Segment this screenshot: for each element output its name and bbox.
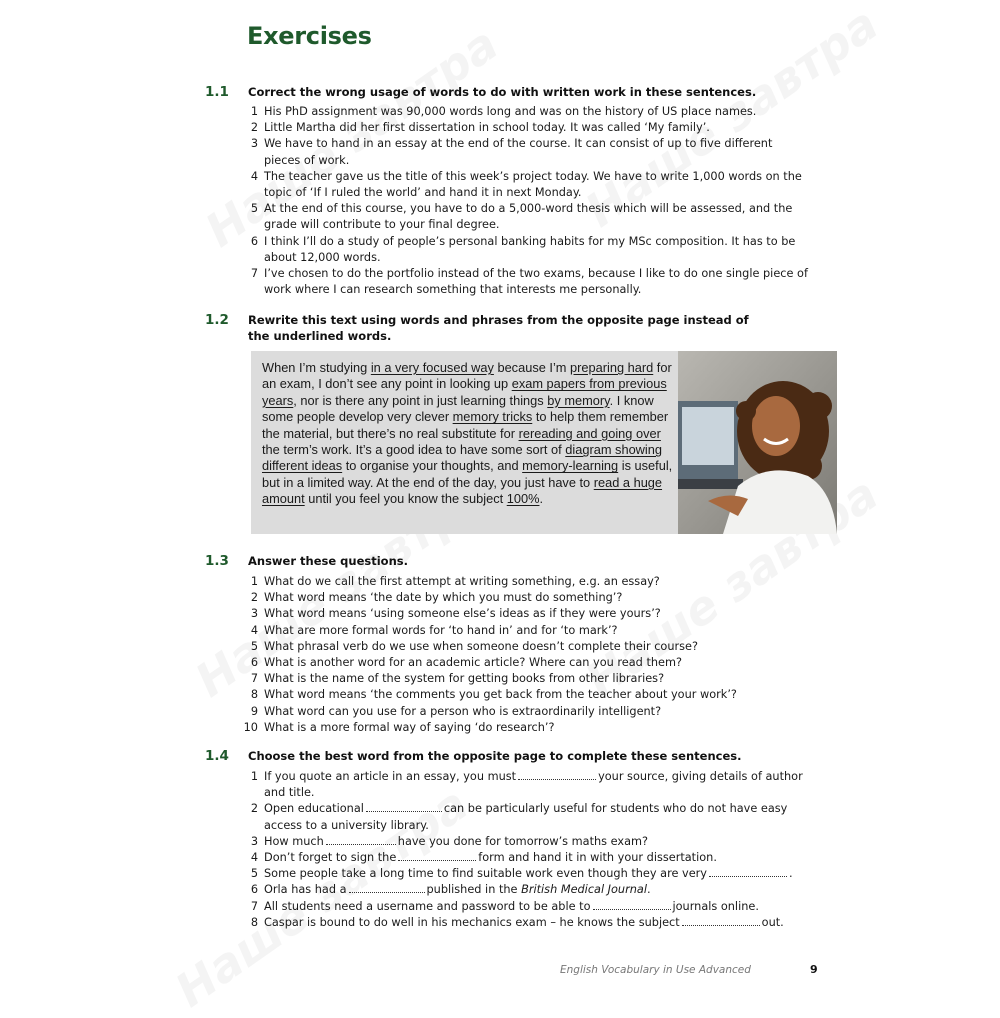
list-item [240,169,810,201]
student-photo-image [678,351,837,534]
item-text: What do we call the first attempt at writing something, e.g. an essay? [264,575,660,588]
exercise-number: 1.1 [205,84,229,100]
item-text: His PhD assignment was 90,000 words long and was on the history of US place names. [264,105,757,118]
underlined-phrase: by memory [547,392,610,408]
list-item [240,104,810,120]
exercise-number: 1.2 [205,312,229,328]
text-passage-box [251,351,837,534]
list-item [240,266,810,298]
passage-text: to help them remember the material, but there’s no real substitute for [262,409,669,441]
item-text-before: All students need a username and password to be able to [264,899,591,913]
underlined-phrase: diagram showing different ideas [262,442,663,474]
list-item [240,639,810,655]
list-item [240,136,810,168]
item-text-before: Don’t forget to sign the [264,851,397,865]
item-number: 1 [250,770,258,783]
passage-text: the term’s work. It’s a good idea to have some sort of [262,442,566,458]
list-item [240,801,810,833]
item-text: What is the name of the system for getting books from other libraries? [264,672,665,686]
item-text-end: . [646,883,651,897]
underlined-phrase: memory tricks [452,409,533,425]
answer-blank [326,835,396,845]
exercise-heading: Correct the wrong usage of words to do with written work in these sentences. [248,85,757,99]
list-item [240,606,810,622]
item-number: 5 [250,639,258,653]
answer-blank [682,916,760,926]
item-text-after: your source, giving details of author and title. [264,770,803,800]
item-text: What phrasal verb do we use when someone doesn’t complete their course? [264,639,698,653]
footer-book-title: English Vocabulary in Use Advanced [560,964,751,976]
list-item [240,899,810,915]
item-text-after: have you done for tomorrow’s maths exam? [397,834,649,848]
item-number: 7 [250,267,258,281]
item-text-before: Open educational [264,802,364,816]
item-text: What word means ‘the comments you get back from the teacher about your work’? [264,688,737,702]
item-text-before: Caspar is bound to do well in his mechanics exam – he knows the subject [264,915,680,929]
exercise-1-4-list [240,769,810,931]
list-item [240,574,810,590]
journal-title: British Medical Journal [521,883,647,897]
list-item [240,850,810,866]
student-photo [678,351,837,534]
item-number: 6 [250,656,258,670]
page-number: 9 [810,963,818,976]
item-number: 2 [250,591,258,605]
passage-text: for an exam, I don’t see any point in looking up [262,360,672,392]
item-text: What is a more formal way of saying ‘do research’? [264,720,555,734]
item-number: 9 [250,704,258,718]
underlined-phrase: rereading and going over [518,425,661,441]
passage-text: to organise your thoughts, and [342,458,523,474]
list-item [240,720,810,736]
list-item [240,882,810,898]
item-text-before: If you quote an article in an essay, you must [264,770,517,783]
passage-text: . [539,491,544,507]
item-text-after: out. [761,915,784,929]
text-passage [262,360,676,508]
item-text-after: published in the [426,883,518,897]
passage-text: , nor is there any point in just learning things [293,392,548,408]
answer-blank [349,883,425,893]
item-text-before: How much [264,834,324,848]
item-number: 4 [250,851,258,865]
list-item [240,201,810,233]
passage-text: until you feel you know the subject [304,491,507,507]
item-number: 2 [250,802,258,816]
item-number: 7 [250,672,258,686]
exercise-number: 1.4 [205,748,229,764]
item-text: The teacher gave us the title of this week’s project today. We have to write 1,000 words on the topic of ‘If I ruled the world’ and hand it in next Monday. [264,169,802,200]
answer-blank [709,867,787,877]
underlined-phrase: read a huge amount [262,474,663,507]
list-item [240,120,810,136]
passage-text: is useful, but in a limited way. At the end of the day, you just have to [262,458,673,490]
item-text-after: form and hand it in with your dissertation. [478,851,717,865]
item-text: I’ve chosen to do the portfolio instead of the two exams, because I like to do one single piece of work where I can research something that interests me personally. [264,267,808,297]
answer-blank [593,900,671,910]
item-number: 1 [250,105,258,118]
item-text: I think I’ll do a study of people’s personal banking habits for my MSc composition. It has to be about 12,000 words. [264,234,796,264]
answer-blank [398,851,476,861]
passage-text: because I’m [493,360,570,375]
item-number: 8 [250,915,258,929]
exercise-heading: Rewrite this text using words and phrases from the opposite page instead of the underlined words. [248,313,749,343]
passage-text: . I know some people develop very clever [262,392,654,425]
answer-blank [518,770,596,780]
item-number: 5 [250,867,258,881]
answer-blank [366,802,442,812]
list-item [240,704,810,720]
item-text-after: . [789,867,793,881]
item-text-before: Some people take a long time to find suitable work even though they are very [264,867,707,881]
item-number: 10 [243,720,258,734]
item-text: We have to hand in an essay at the end of the course. It can consist of up to five different pieces of work. [264,137,773,167]
item-number: 5 [250,202,258,216]
list-item [240,834,810,850]
list-item [240,590,810,606]
item-number: 2 [250,121,258,135]
item-text-after: journals online. [672,899,759,913]
item-text: What are more formal words for ‘to hand in’ and for ‘to mark’? [264,623,618,637]
underlined-phrase: preparing hard [570,360,654,375]
item-number: 3 [250,607,258,621]
item-text: What is another word for an academic article? Where can you read them? [264,656,682,670]
item-number: 6 [250,883,258,897]
underlined-phrase: 100% [506,491,540,507]
list-item [240,866,810,882]
item-text: What word can you use for a person who is extraordinarily intelligent? [264,704,662,718]
exercise-heading: Choose the best word from the opposite page to complete these sentences. [248,749,742,763]
page-title: Exercises [247,22,372,50]
item-number: 3 [250,137,258,151]
item-number: 4 [250,623,258,637]
list-item [240,623,810,639]
item-number: 3 [250,834,258,848]
item-text-before: Orla has had a [264,883,347,897]
list-item [240,655,810,671]
underlined-phrase: in a very focused way [370,360,494,375]
list-item [240,671,810,687]
item-text: Little Martha did her first dissertation in school today. It was called ‘My family’. [264,121,710,135]
item-number: 6 [250,234,258,248]
exercise-1-3-list [240,574,810,736]
list-item [240,687,810,703]
exercise-number: 1.3 [205,553,229,569]
list-item [240,915,810,931]
list-item [240,769,810,801]
item-text: What word means ‘the date by which you must do something’? [264,591,623,605]
item-number: 8 [250,688,258,702]
item-text: What word means ‘using someone else’s ideas as if they were yours’? [264,607,661,621]
item-text-after: can be particularly useful for students who do not have easy access to a university library. [264,802,788,832]
passage-text: When I’m studying [262,360,371,375]
exercise-heading: Answer these questions. [248,554,408,568]
underlined-phrase: memory-learning [522,458,619,474]
item-number: 7 [250,899,258,913]
item-number: 1 [250,575,258,588]
exercise-1-1-list [240,104,810,298]
item-number: 4 [250,169,258,183]
underlined-phrase: exam papers from previous years [262,376,667,408]
item-text: At the end of this course, you have to do a 5,000-word thesis which will be assessed, and the grade will contribute to your final degree. [264,202,793,232]
list-item [240,234,810,266]
